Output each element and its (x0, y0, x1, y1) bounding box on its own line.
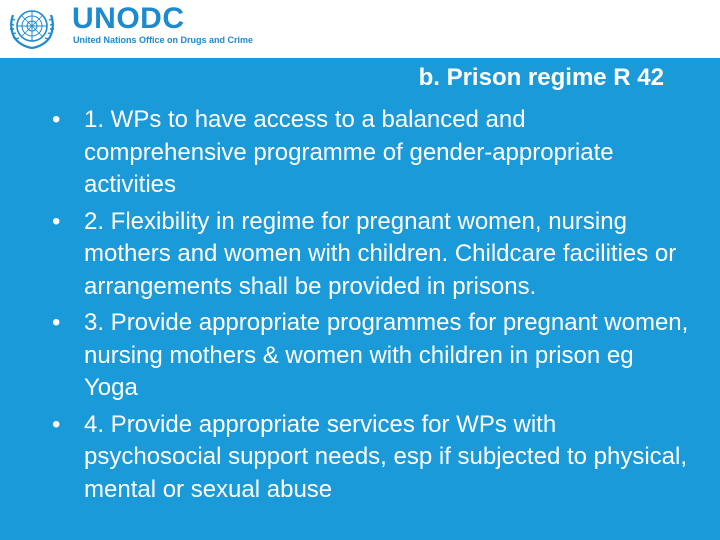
slide-title: b. Prison regime R 42 (418, 64, 664, 91)
bullet-text: 2. Flexibility in regime for pregnant women, nursing mothers and women with children. Childcare facilities or arrangements shall be provided in prisons. (84, 207, 677, 300)
bullet-dot: • (52, 309, 61, 336)
list-item (52, 104, 692, 202)
list-item (52, 307, 692, 405)
logo-wordmark: UNODC (72, 2, 185, 35)
header-bar (0, 0, 720, 58)
bullet-dot: • (52, 106, 61, 133)
list-item (52, 409, 692, 507)
bullet-text: 3. Provide appropriate programmes for pregnant women, nursing mothers & women with children in prison eg Yoga (84, 309, 689, 401)
list-item (52, 206, 692, 304)
bullet-list (52, 104, 692, 510)
bullet-text: 1. WPs to have access to a balanced and comprehensive programme of gender-appropriate activities (84, 106, 614, 198)
bullet-dot: • (52, 410, 61, 438)
bullet-dot: • (52, 207, 61, 235)
logo-subtitle: United Nations Office on Drugs and Crime (73, 35, 254, 45)
un-emblem-icon (6, 5, 58, 51)
slide-body (0, 58, 720, 540)
bullet-text: 4. Provide appropriate services for WPs with psychosocial support needs, esp if subjected to physical, mental or sexual abuse (84, 410, 688, 503)
